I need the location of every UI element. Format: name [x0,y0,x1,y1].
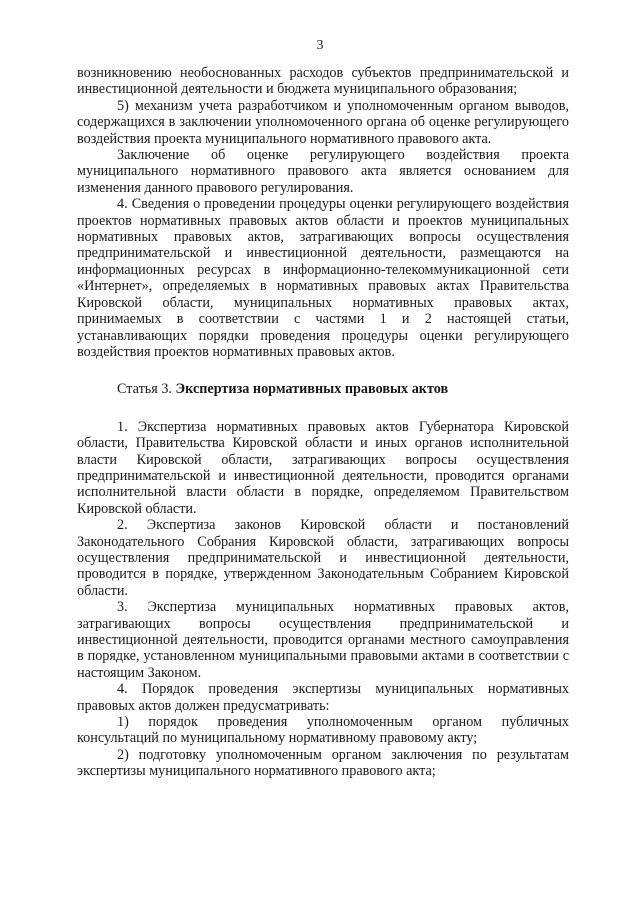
paragraph-part-4: 4. Сведения о проведении процедуры оценки регулирующего воздействия проектов нормативных правовых актов области и проектов муниципальных нормативных правовых актов, затрагивающих вопросы осуществления предпринимательской и инвестиционной деятельности, размещаются на информационных ресурсах в информационно-телекоммуникационной сети «Интернет», определяемых в нормативных правовых актах Правительства Кировской области, муниципальных нормативных правовых актах, принимаемых в соответствии с частями 1 и 2 настоящей статьи, устанавливающих порядки проведения процедуры оценки регулирующего воздействия проектов нормативных правовых актов. [77,196,569,360]
paragraph-item-5: 5) механизм учета разработчиком и уполномоченным органом выводов, содержащихся в заключении уполномоченного органа об оценке регулирующего воздействия проекта муниципального нормативного правового акта. [77,97,569,147]
paragraph-continuation: возникновению необоснованных расходов субъектов предпринимательской и инвестиционной деятельности и бюджета муниципального образования; [77,65,569,98]
document-body [77,65,569,780]
paragraph-expertise-2: 2. Экспертиза законов Кировской области и постановлений Законодательного Собрания Кировской области, затрагивающих вопросы осуществления предпринимательской и инвестиционной деятельности, проводится в порядке, утвержденном Законодательным Собранием Кировской области. [77,517,569,599]
paragraph-expertise-4: 4. Порядок проведения экспертизы муниципальных нормативных правовых актов должен предусматривать: [77,681,569,714]
paragraph-expertise-3: 3. Экспертиза муниципальных нормативных правовых актов, затрагивающих вопросы осуществления предпринимательской и инвестиционной деятельности, проводится органами местного самоуправления в порядке, установленном муниципальными правовыми актами в соответствии с настоящим Законом. [77,599,569,681]
paragraph-expertise-4-item-1: 1) порядок проведения уполномоченным органом публичных консультаций по муниципальному нормативному правовому акту; [77,714,569,747]
article-heading [77,381,569,397]
article-prefix: Статья 3. [117,381,176,398]
article-title: Экспертиза нормативных правовых актов [175,381,449,398]
paragraph-conclusion: Заключение об оценке регулирующего воздействия проекта муниципального нормативного правового акта является основанием для изменения данного правового регулирования. [77,147,569,196]
paragraph-expertise-4-item-2: 2) подготовку уполномоченным органом заключения по результатам экспертизы муниципального нормативного правового акта; [77,746,569,780]
page-number: 3 [316,38,324,53]
paragraph-expertise-1: 1. Экспертиза нормативных правовых актов Губернатора Кировской области, Правительства Кировской области и иных органов исполнительной власти Кировской области, затрагивающих вопросы осуществления предпринимательской и инвестиционной деятельности, проводится органами исполнительной власти области в порядке, определяемом Правительством Кировской области. [77,418,569,517]
